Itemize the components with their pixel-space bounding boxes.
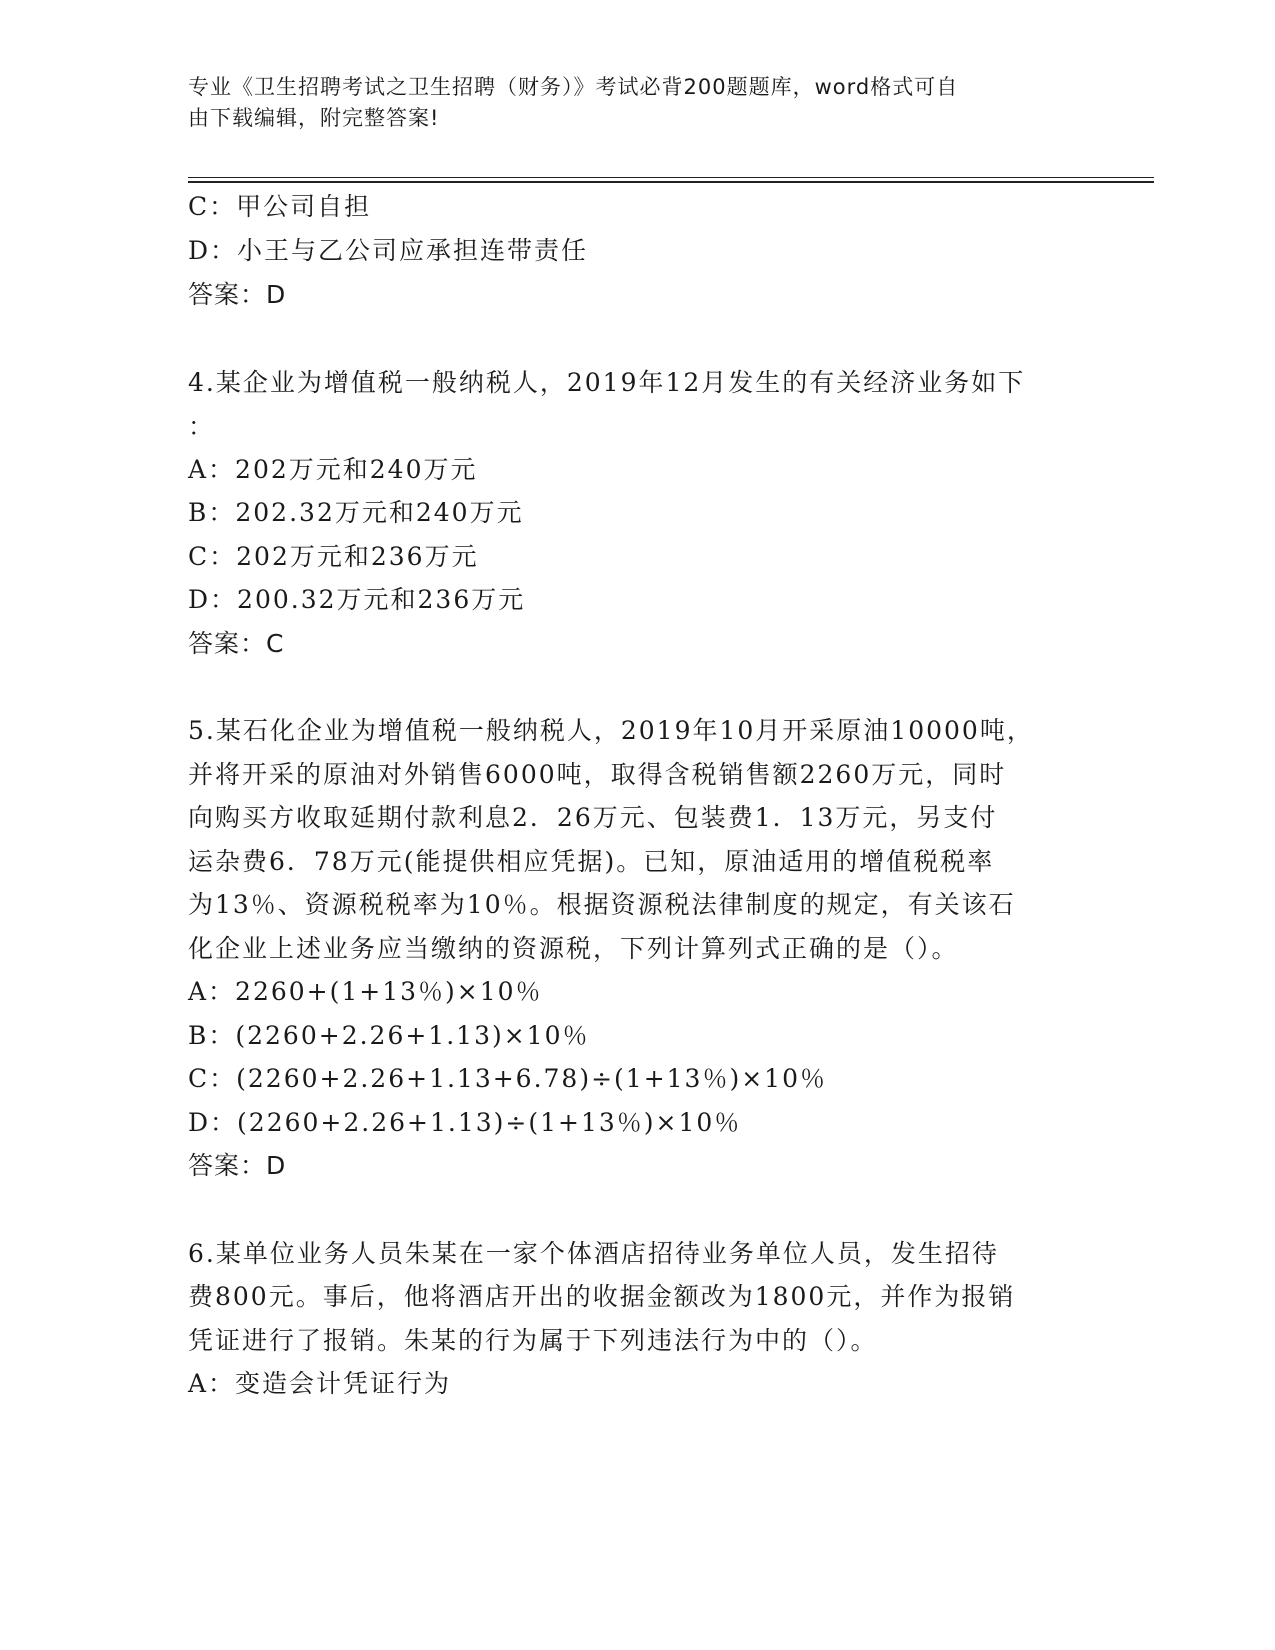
document-header (188, 72, 1068, 134)
question-stem: 费800元。事后，他将酒店开出的收据金额改为1800元，并作为报销 (188, 1282, 1016, 1311)
question-stem: 运杂费6．78万元(能提供相应凭据)。已知，原油适用的增值税税率 (188, 847, 995, 876)
header-divider (188, 181, 1154, 183)
question-stem: 为13％、资源税税率为10％。根据资源税法律制度的规定，有关该石 (188, 890, 1016, 919)
answer: 答案：D (188, 280, 287, 309)
option-a: A：变造会计凭证行为 (188, 1369, 452, 1398)
answer: 答案：C (188, 629, 285, 658)
question-stem: 并将开采的原油对外销售6000吨，取得含税销售额2260万元，同时 (188, 760, 1007, 789)
question-stem: 4.某企业为增值税一般纳税人，2019年12月发生的有关经济业务如下 (188, 368, 1026, 397)
option-b: B：(2260+2.26+1.13)×10％ (188, 1021, 590, 1050)
option-b: B：202.32万元和240万元 (188, 498, 524, 527)
question-stem: ： (188, 412, 216, 441)
option-c: C：202万元和236万元 (188, 542, 479, 571)
question-stem: 5.某石化企业为增值税一般纳税人，2019年10月开采原油10000吨， (188, 716, 1034, 745)
option-d: D：200.32万元和236万元 (188, 585, 526, 614)
option-d: D：(2260+2.26+1.13)÷(1+13％)×10％ (188, 1108, 742, 1137)
question-stem: 化企业上述业务应当缴纳的资源税，下列计算列式正确的是（）。 (188, 934, 959, 963)
question-stem: 凭证进行了报销。朱某的行为属于下列违法行为中的（）。 (188, 1326, 878, 1355)
question-stem: 向购买方收取延期付款利息2．26万元、包装费1．13万元，另支付 (188, 803, 998, 832)
option-c: C：甲公司自担 (188, 192, 372, 221)
header-line: 由下载编辑，附完整答案! (188, 106, 440, 130)
answer: 答案：D (188, 1151, 287, 1180)
header-divider (188, 177, 1154, 178)
question-stem: 6.某单位业务人员朱某在一家个体酒店招待业务单位人员，发生招待 (188, 1239, 999, 1268)
header-line: 专业《卫生招聘考试之卫生招聘（财务）》考试必背200题题库，word格式可自 (188, 75, 959, 99)
option-d: D：小王与乙公司应承担连带责任 (188, 236, 589, 265)
option-c: C：(2260+2.26+1.13+6.78)÷(1+13％)×10％ (188, 1064, 827, 1093)
option-a: A：2260+(1+13％)×10％ (188, 977, 543, 1006)
option-a: A：202万元和240万元 (188, 455, 478, 484)
